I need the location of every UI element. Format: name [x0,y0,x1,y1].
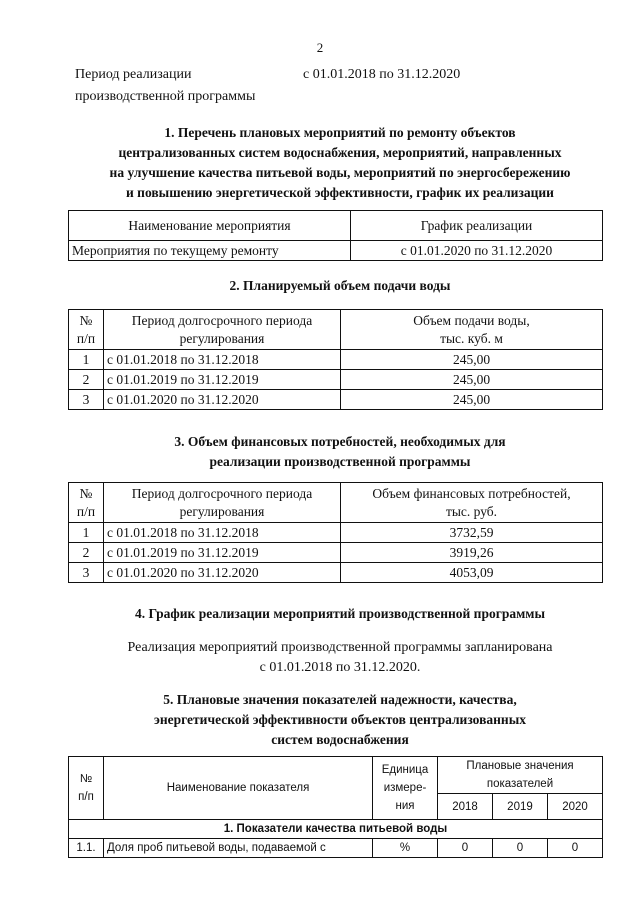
header-unit-line1: Единица [381,764,429,776]
cell-period: с 01.01.2019 по 31.12.2019 [104,543,341,563]
section1-title [70,123,610,203]
subheader-quality-indicators: 1. Показатели качества питьевой воды [69,820,603,839]
header-indicator-name: Наименование показателя [104,757,373,820]
cell-number: 1 [69,350,104,370]
header-financial-line2: тыс. руб. [445,503,498,519]
table-header-row [69,757,603,794]
section5-title-line: 5. Плановые значения показателей надежности, качества, [163,692,517,707]
cell-number: 1 [69,523,104,543]
header-planned-line1: Плановые значения [466,760,574,772]
header-number [69,757,104,820]
header-period-line2: регулирования [179,503,265,519]
table-row [69,543,603,563]
section1-title-line: централизованных систем водоснабжения, мероприятий, направленных [118,145,562,160]
header-unit-line3: ния [395,800,415,812]
table-row [69,390,603,410]
section3-title-line: 3. Объем финансовых потребностей, необходимых для [174,434,506,449]
section3-title [70,432,610,472]
header-volume [341,310,603,350]
section1-title-line: 1. Перечень плановых мероприятий по ремонту объектов [164,125,516,140]
header-number-line1: № [79,773,93,785]
period-value: с 01.01.2018 по 31.12.2020 [303,67,461,82]
cell-period: с 01.01.2019 по 31.12.2019 [104,370,341,390]
section2-title: 2. Планируемый объем подачи воды [229,278,451,293]
table-row [69,839,603,858]
cell-period: с 01.01.2020 по 31.12.2020 [104,563,341,583]
cell-amount: 3919,26 [341,543,603,563]
cell-value-2018: 0 [438,839,493,858]
header-period-line2: регулирования [179,330,265,346]
section5-title-line: энергетической эффективности объектов централизованных [153,712,526,727]
cell-period: с 01.01.2020 по 31.12.2020 [104,390,341,410]
table-subheader-row [69,820,603,839]
header-unit [373,757,438,820]
cell-amount: 3732,59 [341,523,603,543]
header-period-line1: Период долгосрочного периода [131,485,313,501]
table-header-row [69,483,603,523]
table-row [69,350,603,370]
cell-unit: % [373,839,438,858]
cell-value-2019: 0 [492,839,547,858]
header-period [104,310,341,350]
header-number-line2: п/п [76,503,96,519]
cell-number: 1.1. [69,839,104,858]
period-label [75,64,255,108]
section4-text-line2: с 01.01.2018 по 31.12.2020. [259,660,421,675]
table-row [69,370,603,390]
header-year: 2019 [492,794,547,820]
header-year: 2020 [547,794,602,820]
cell-amount: 4053,09 [341,563,603,583]
table-row [69,523,603,543]
header-period [104,483,341,523]
header-number [69,310,104,350]
header-planned-values [438,757,603,794]
cell-number: 2 [69,370,104,390]
period-label-line1: Период реализации [75,67,192,82]
cell-volume: 245,00 [341,350,603,370]
table-header-row [69,211,603,241]
cell-schedule: с 01.01.2020 по 31.12.2020 [351,241,603,261]
table-row [69,241,603,261]
header-planned-line2: показателей [486,778,554,790]
header-period-line1: Период долгосрочного периода [131,312,313,328]
section4-text [70,638,610,678]
header-volume-line1: Объем подачи воды, [413,312,530,328]
cell-indicator-name: Доля проб питьевой воды, подаваемой с [104,839,373,858]
header-year: 2018 [438,794,493,820]
header-financial [341,483,603,523]
cell-volume: 245,00 [341,370,603,390]
section1-title-line: на улучшение качества питьевой воды, мероприятий по энергосбережению [109,165,571,180]
header-schedule: График реализации [351,211,603,241]
header-number-line1: № [79,312,93,328]
section3-title-line: реализации производственной программы [209,454,471,469]
table-header-row [69,310,603,350]
cell-number: 3 [69,390,104,410]
section4-text-line1: Реализация мероприятий производственной программы запланирована [127,640,553,655]
header-volume-line2: тыс. куб. м [440,330,503,346]
table-row [69,563,603,583]
header-number-line1: № [79,485,93,501]
header-unit-line2: измере- [383,782,427,794]
cell-measure-name: Мероприятия по текущему ремонту [69,241,351,261]
cell-value-2020: 0 [547,839,602,858]
header-number-line2: п/п [76,330,96,346]
header-number-line2: п/п [78,791,94,803]
section4-title: 4. График реализации мероприятий производственной программы [134,606,546,621]
cell-number: 2 [69,543,104,563]
section5-title-line: систем водоснабжения [271,732,409,747]
measures-table [68,210,603,261]
cell-period: с 01.01.2018 по 31.12.2018 [104,523,341,543]
header-financial-line1: Объем финансовых потребностей, [372,485,571,501]
indicators-table [68,756,603,858]
financial-needs-table [68,482,603,583]
cell-period: с 01.01.2018 по 31.12.2018 [104,350,341,370]
section5-title [70,690,610,750]
section1-title-line: и повышению энергетической эффективности, график их реализации [126,185,554,200]
page-number: 2 [316,40,324,55]
period-label-line2: производственной программы [75,89,256,104]
cell-volume: 245,00 [341,390,603,410]
header-measure-name: Наименование мероприятия [69,211,351,241]
cell-number: 3 [69,563,104,583]
header-number [69,483,104,523]
water-supply-table [68,309,603,410]
